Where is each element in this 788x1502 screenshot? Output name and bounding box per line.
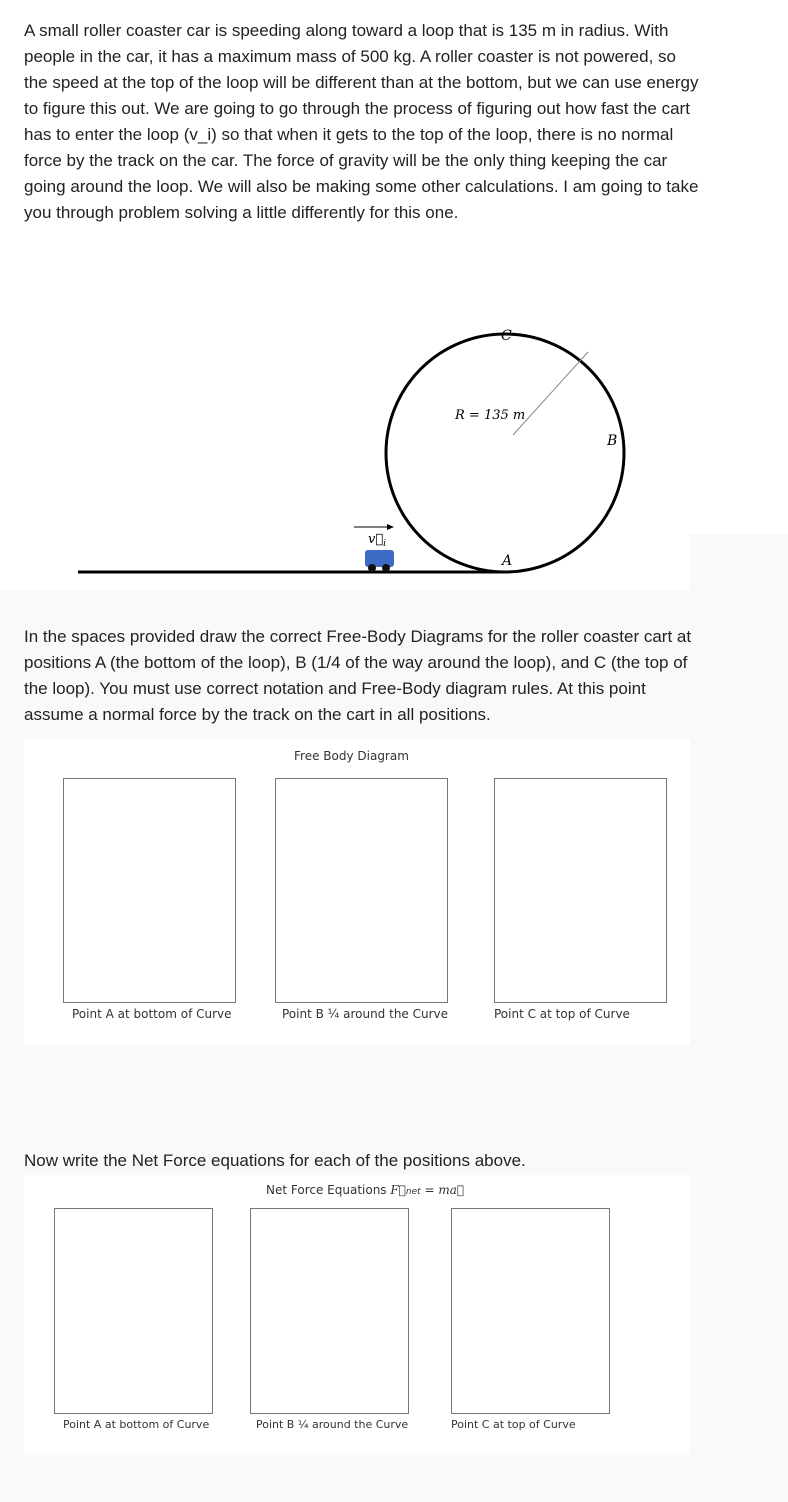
fbd-panel-title: Free Body Diagram	[294, 749, 409, 763]
roller-coaster-cart	[365, 550, 394, 567]
net-box-point-a[interactable]	[54, 1208, 213, 1414]
roller-coaster-loop-diagram	[0, 290, 788, 590]
net-box-point-c[interactable]	[451, 1208, 610, 1414]
net-box-point-b[interactable]	[250, 1208, 409, 1414]
fbd-caption-point-c: Point C at top of Curve	[494, 1007, 630, 1021]
cart-wheel-right	[382, 564, 390, 572]
fbd-box-point-a[interactable]	[63, 778, 236, 1003]
point-c-label: C	[501, 328, 512, 344]
net-caption-point-b: Point B ¼ around the Curve	[256, 1418, 409, 1431]
fbd-instructions-text: In the spaces provided draw the correct Free-Body Diagrams for the roller coaster cart at positions A (the bottom of the loop), B (1/4 of the way around the loop), and C (the top of the loop). You must use correct notation and Free-Body diagram rules. At this point assume a normal force by the track on the cart in all positions.	[24, 627, 692, 724]
fbd-caption-point-a: Point A at bottom of Curve	[72, 1007, 232, 1021]
net-force-instructions-text: Now write the Net Force equations for each of the positions above.	[24, 1151, 526, 1170]
cart-wheel-left	[368, 564, 376, 572]
net-panel-title: Net Force Equations F⃗net = ma⃗	[266, 1183, 465, 1197]
net-caption-point-a: Point A at bottom of Curve	[63, 1418, 210, 1431]
problem-intro-text: A small roller coaster car is speeding along toward a loop that is 135 m in radius. With people in the car, it has a maximum mass of 500 kg. A roller coaster is not powered, so the speed at the top of the loop will be different than at the bottom, but we can use energy to figure this out. We are going to go through the process of figuring out how fast the cart has to enter the loop (v_i) so that when it gets to the top of the loop, there is no normal force by the track on the car. The force of gravity will be the only thing keeping the car going around the loop. We will also be making some other calculations. I am going to take you through problem solving a little differently for this one.	[24, 21, 699, 222]
velocity-label: $v⃗_i$	[368, 532, 387, 549]
net-caption-point-c: Point C at top of Curve	[451, 1418, 576, 1431]
fbd-box-point-b[interactable]	[275, 778, 448, 1003]
point-a-label: A	[502, 553, 513, 569]
point-b-label: B	[607, 433, 618, 449]
net-force-symbol: F⃗	[390, 1183, 406, 1197]
free-body-diagram-panel	[24, 739, 690, 1045]
radius-label: R = 135 m	[455, 408, 526, 423]
net-force-equations-panel	[24, 1175, 690, 1455]
fbd-caption-point-b: Point B ¼ around the Curve	[282, 1007, 449, 1021]
fbd-box-point-c[interactable]	[494, 778, 667, 1003]
